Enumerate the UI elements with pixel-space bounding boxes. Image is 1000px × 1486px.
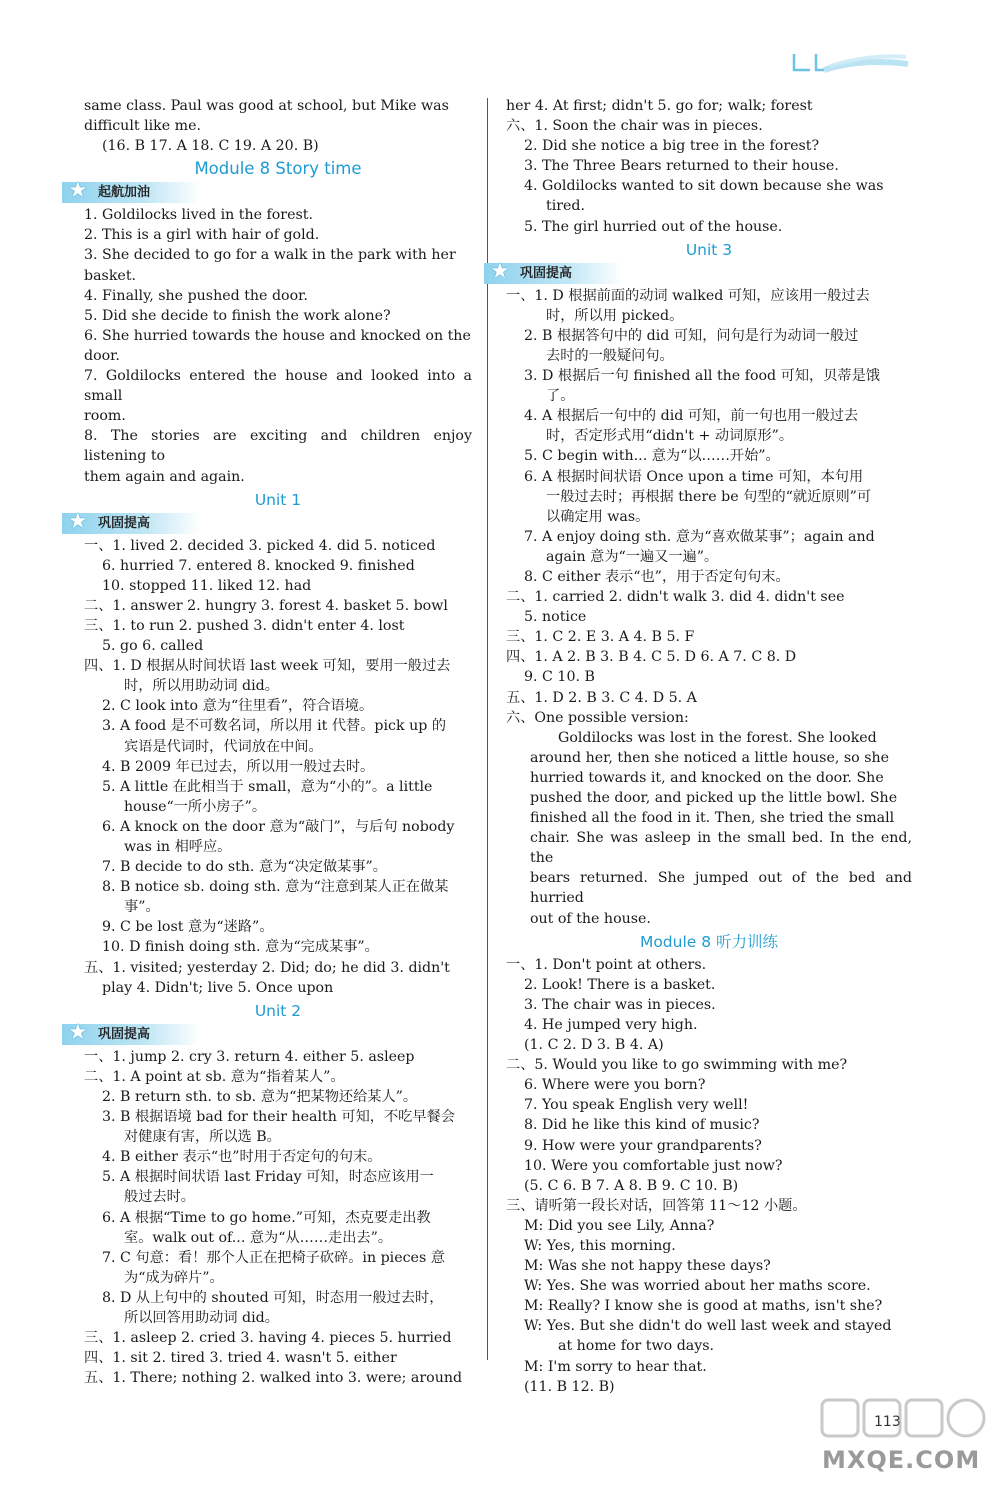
text-line: chair. She was asleep in the small bed. In the end, the (530, 830, 912, 867)
text-line: 4. B 2009 年已过去，所以用一般过去时。 (102, 758, 375, 775)
text-line: 8. B notice sb. doing sth. 意为“注意到某人正在做某 (102, 879, 449, 896)
section-heading: Module 8 听力训练 (639, 932, 779, 951)
text-line: M: Did you see Lily, Anna? (524, 1217, 715, 1234)
text-line: 一般过去时；再根据 there be 句型的“就近原则”可 (546, 488, 872, 505)
text-line: 五、1. D 2. B 3. C 4. D 5. A (506, 689, 697, 706)
text-line: at home for two days. (558, 1338, 715, 1355)
text-line: 时，否定形式用“didn't + 动词原形”。 (546, 428, 794, 445)
banner-label: 起航加油 (98, 185, 151, 201)
text-line: 二、1. carried 2. didn't walk 3. did 4. didn't see (506, 589, 845, 606)
text-line: again 意为“一遍又一遍”。 (546, 548, 719, 565)
text-line: 三、1. asleep 2. cried 3. having 4. pieces 5. hurried (84, 1330, 452, 1347)
banner-label: 巩固提高 (98, 1026, 151, 1042)
column-divider (487, 98, 488, 1360)
text-line: 2. C look into 意为“往里看”，符合语境。 (102, 698, 374, 715)
text-line: 9. How were your grandparents? (524, 1137, 762, 1154)
text-line: 6. A 根据时间状语 Once upon a time 可知，本句用 (524, 468, 864, 485)
text-line: 5. A little 在此相当于 small，意为“小的”。a little (102, 778, 433, 795)
text-line: M: Was she not happy these days? (524, 1258, 771, 1275)
text-line: 5. The girl hurried out of the house. (524, 218, 783, 235)
text-line: 4. Goldilocks wanted to sit down because she was (524, 178, 884, 195)
text-line: 10. Were you comfortable just now? (524, 1157, 783, 1174)
text-line: Goldilocks was lost in the forest. She looked (558, 729, 877, 746)
section-heading: Unit 2 (254, 1001, 302, 1020)
text-line: 2. B 根据答句中的 did 可知，问句是行为动词一般过 (524, 327, 859, 344)
text-line: 3. B 根据语境 bad for their health 可知，不吃早餐会 (102, 1109, 455, 1126)
text-line: basket. (84, 267, 137, 284)
text-line: 6. She hurried towards the house and knocked on the (84, 327, 471, 344)
text-line: hurried towards it, and knocked on the door. She (530, 769, 884, 786)
text-line: 为“成为碎片”。 (124, 1269, 224, 1286)
text-line: M: I'm sorry to hear that. (524, 1358, 707, 1375)
text-line: 6. hurried 7. entered 8. knocked 9. finished (102, 557, 415, 574)
text-line: 五、1. visited; yesterday 2. Did; do; he did 3. didn't (84, 959, 450, 976)
text-line: W: Yes. She was worried about her maths score. (524, 1278, 871, 1295)
text-line: 7. A enjoy doing sth. 意为“喜欢做某事”；again and (524, 528, 875, 545)
text-line: 五、1. There; nothing 2. walked into 3. were; around (84, 1370, 463, 1387)
text-line: 7. B decide to do sth. 意为“决定做某事”。 (102, 859, 387, 876)
section-heading: Module 8 Story time (194, 159, 362, 179)
text-line: them again and again. (84, 468, 245, 485)
text-line: 5. go 6. called (102, 638, 204, 655)
corner-decoration (790, 48, 910, 76)
text-line: 10. stopped 11. liked 12. had (102, 577, 312, 594)
text-line: 8. C either 表示“也”，用于否定句句末。 (524, 568, 790, 585)
text-line: 室。walk out of... 意为“从……走出去”。 (124, 1229, 393, 1246)
text-line: same class. Paul was good at school, but Mike was (84, 98, 449, 114)
text-line: 二、1. answer 2. hungry 3. forest 4. basket 5. bowl (84, 597, 448, 614)
text-line: (16. B 17. A 18. C 19. A 20. B) (102, 138, 319, 155)
text-line: out of the house. (530, 910, 651, 927)
text-line: 4. Finally, she pushed the door. (84, 287, 308, 304)
text-line: 5. notice (524, 609, 587, 626)
text-line: play 4. Didn't; live 5. Once upon (102, 979, 334, 996)
section-banner (62, 508, 200, 534)
text-line: 一、1. D 根据前面的动词 walked 可知，应该用一般过去 (506, 287, 870, 304)
text-line: 1. Goldilocks lived in the forest. (84, 207, 313, 224)
text-line: W: Yes, this morning. (524, 1237, 676, 1254)
star-icon: ★ (68, 508, 88, 534)
text-line: 6. A knock on the door 意为“敲门”，与后句 nobody (102, 818, 455, 835)
text-line: 7. C 句意：看！那个人正在把椅子砍碎。in pieces 意 (102, 1249, 445, 1266)
text-line: house“一所小房子”。 (124, 798, 267, 815)
text-line: 5. C begin with... 意为“以……开始”。 (524, 448, 780, 465)
text-line: 3. D 根据后一句 finished all the food 可知，贝蒂是饿 (524, 368, 880, 385)
section-heading: Unit 1 (254, 490, 302, 509)
text-line: 所以回答用助动词 did。 (124, 1309, 279, 1326)
text-line: 3. A food 是不可数名词，所以用 it 代替。pick up 的 (102, 718, 447, 735)
page-number: 113 (874, 1414, 901, 1430)
text-line: her 4. At first; didn't 5. go for; walk; forest (506, 98, 813, 114)
text-line: 般过去时。 (124, 1189, 195, 1206)
text-line: 事”。 (124, 899, 160, 916)
text-line: 三、1. C 2. E 3. A 4. B 5. F (506, 629, 695, 646)
section-banner (62, 178, 200, 204)
text-line: 2. This is a girl with hair of gold. (84, 227, 320, 244)
text-line: 三、1. to run 2. pushed 3. didn't enter 4. lost (84, 617, 405, 634)
text-line: 4. A 根据后一句中的 did 可知，前一句也用一般过去 (524, 408, 859, 425)
text-line: 一、1. jump 2. cry 3. return 4. either 5. asleep (84, 1048, 415, 1065)
text-line: room. (84, 408, 126, 425)
section-banner (62, 1019, 200, 1045)
text-line: 六、1. Soon the chair was in pieces. (506, 118, 763, 135)
text-line: 4. He jumped very high. (524, 1016, 698, 1033)
text-line: 6. Where were you born? (524, 1077, 706, 1094)
text-line: tired. (546, 198, 586, 215)
text-line: 9. C be lost 意为“迷路”。 (102, 919, 274, 936)
text-line: 六、One possible version: (506, 709, 689, 726)
text-line: 9. C 10. B (524, 669, 595, 686)
text-line: difficult like me. (84, 118, 202, 135)
text-line: 四、1. D 根据从时间状语 last week 可知，要用一般过去 (84, 658, 451, 675)
text-line: M: Really? I know she is good at maths, isn't she? (524, 1298, 883, 1315)
text-line: 4. B either 表示“也”时用于否定句的句末。 (102, 1149, 382, 1166)
text-line: 8. Did he like this kind of music? (524, 1117, 760, 1134)
text-line: 8. The stories are exciting and children enjoy listening to (84, 428, 472, 465)
text-line: finished all the food in it. Then, she tried the small (530, 810, 895, 827)
left-column (68, 96, 472, 1388)
text-line: 5. Did she decide to finish the work alone? (84, 307, 391, 324)
text-line: 二、1. A point at sb. 意为“指着某人”。 (84, 1068, 345, 1085)
text-line: 时，所以用 picked。 (546, 307, 684, 324)
text-line: 3. The Three Bears returned to their house. (524, 158, 839, 175)
section-heading: Unit 3 (685, 240, 733, 259)
text-line: 2. B return sth. to sb. 意为“把某物还给某人”。 (102, 1088, 418, 1105)
text-line: 3. The chair was in pieces. (524, 996, 716, 1013)
text-line: 2. Did she notice a big tree in the forest? (524, 138, 820, 155)
text-line: around her, then she noticed a little house, so she (530, 749, 890, 766)
text-line: 了。 (546, 388, 575, 405)
text-line: 10. D finish doing sth. 意为“完成某事”。 (102, 939, 379, 956)
text-line: 宾语是代词时，代词放在中间。 (124, 738, 323, 755)
watermark-text: MXQE.COM (822, 1446, 981, 1474)
text-line: 一、1. Don't point at others. (506, 956, 707, 973)
text-line: 三、请听第一段长对话，回答第 11～12 小题。 (506, 1197, 807, 1214)
text-line: 8. D 从上句中的 shouted 可知，时态用一般过去时， (102, 1289, 444, 1306)
text-line: W: Yes. But she didn't do well last week and stayed (524, 1318, 892, 1335)
text-line: 四、1. sit 2. tired 3. tried 4. wasn't 5. either (84, 1350, 397, 1367)
section-banner (484, 258, 622, 284)
text-line: was in 相呼应。 (124, 839, 232, 855)
text-line: 四、1. A 2. B 3. B 4. C 5. D 6. A 7. C 8. D (506, 649, 797, 666)
banner-label: 巩固提高 (98, 515, 151, 531)
text-line: bears returned. She jumped out of the bed and hurried (530, 870, 912, 907)
text-line: (1. C 2. D 3. B 4. A) (524, 1037, 664, 1054)
text-line: 对健康有害，所以选 B。 (124, 1129, 281, 1146)
text-line: pushed the door, and picked up the little bowl. She (530, 790, 898, 806)
text-line: 以确定用 was。 (546, 508, 650, 525)
star-icon: ★ (68, 1019, 88, 1045)
right-column (490, 96, 912, 1397)
text-line: 7. Goldilocks entered the house and looked into a small (84, 368, 472, 405)
text-line: 去时的一般疑问句。 (546, 347, 674, 364)
text-line: 3. She decided to go for a walk in the park with her (84, 247, 456, 264)
text-line: door. (84, 347, 120, 364)
banner-label: 巩固提高 (520, 265, 573, 281)
text-line: 二、5. Would you like to go swimming with me? (506, 1057, 848, 1074)
star-icon: ★ (490, 258, 510, 284)
text-line: 一、1. lived 2. decided 3. picked 4. did 5. noticed (84, 537, 436, 554)
text-line: 6. A 根据“Time to go home.”可知，杰克要走出教 (102, 1209, 431, 1226)
text-line: (5. C 6. B 7. A 8. B 9. C 10. B) (524, 1177, 739, 1194)
text-line: (11. B 12. B) (524, 1378, 615, 1395)
star-icon: ★ (68, 178, 88, 204)
text-line: 5. A 根据时间状语 last Friday 可知，时态应该用一 (102, 1169, 434, 1186)
text-line: 7. You speak English very well! (524, 1097, 749, 1114)
text-line: 2. Look! There is a basket. (524, 976, 716, 993)
text-line: 时，所以用助动词 did。 (124, 678, 279, 695)
